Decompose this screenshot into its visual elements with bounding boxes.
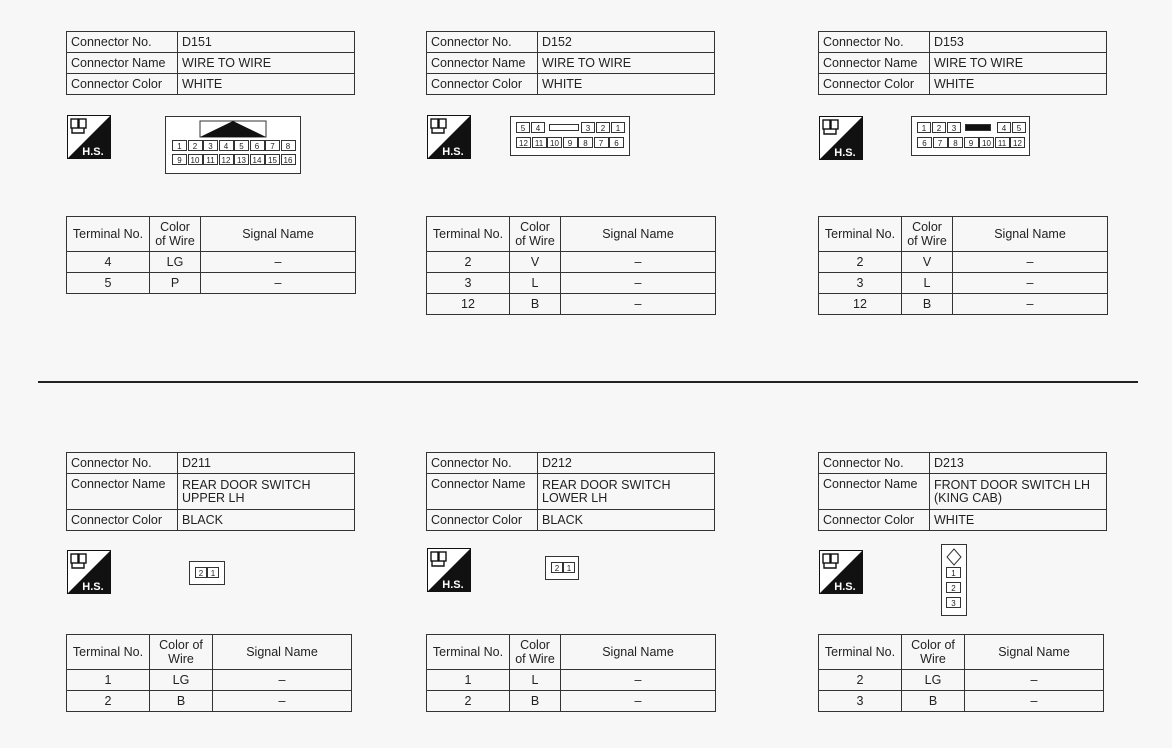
header-color-of-wire: Color of Wire — [510, 217, 561, 252]
signal-name: – — [561, 252, 716, 273]
pin-cell: 9 — [172, 154, 187, 165]
signal-name: – — [201, 252, 356, 273]
header-signal-name: Signal Name — [561, 635, 716, 670]
header-color-of-wire: Color of Wire — [510, 635, 561, 670]
label-connector-no: Connector No. — [427, 32, 538, 53]
terminal-no: 3 — [819, 273, 902, 294]
pin-cell: 6 — [250, 140, 265, 151]
header-signal-name: Signal Name — [965, 635, 1104, 670]
pin-cell: 13 — [234, 154, 249, 165]
signal-name: – — [213, 670, 352, 691]
terminal-no: 4 — [67, 252, 150, 273]
wire-color: B — [902, 691, 965, 712]
connector-name-value: WIRE TO WIRE — [930, 53, 1107, 74]
signal-name: – — [965, 670, 1104, 691]
connector-no-value: D152 — [538, 32, 715, 53]
pin-cell: 4 — [219, 140, 234, 151]
table-row — [427, 273, 716, 294]
pin-cell: 12 — [1010, 137, 1025, 148]
table-row — [819, 294, 1108, 315]
wire-color: L — [510, 670, 561, 691]
pin-cell: 1 — [207, 567, 219, 578]
table-row — [819, 273, 1108, 294]
pin-cell: 2 — [551, 562, 563, 573]
terminal-no: 3 — [819, 691, 902, 712]
terminal-no: 2 — [819, 252, 902, 273]
connector-name-value: REAR DOOR SWITCH UPPER LH — [178, 474, 355, 510]
signal-name: – — [213, 691, 352, 712]
terminal-no: 5 — [67, 273, 150, 294]
header-color-of-wire: Color of Wire — [150, 635, 213, 670]
signal-name: – — [561, 670, 716, 691]
header-signal-name: Signal Name — [213, 635, 352, 670]
wire-color: L — [902, 273, 953, 294]
wire-color: B — [510, 294, 561, 315]
wire-color: B — [510, 691, 561, 712]
svg-text:H.S.: H.S. — [442, 579, 464, 591]
table-row — [819, 670, 1104, 691]
signal-name: – — [953, 273, 1108, 294]
pin-cell: 9 — [964, 137, 979, 148]
wire-color: V — [510, 252, 561, 273]
connector-name-value: WIRE TO WIRE — [538, 53, 715, 74]
terminal-no: 2 — [427, 691, 510, 712]
label-connector-color: Connector Color — [67, 510, 178, 531]
pin-cell: 6 — [609, 137, 624, 148]
pin-cell: 3 — [946, 597, 961, 608]
terminal-no: 1 — [67, 670, 150, 691]
pin-cell: 7 — [594, 137, 609, 148]
connector-color-value: WHITE — [930, 510, 1107, 531]
terminal-no: 2 — [819, 670, 902, 691]
harness-side-icon — [427, 548, 471, 592]
connector-d153 — [818, 31, 1107, 95]
pin-cell: 12 — [516, 137, 531, 148]
wire-color: B — [150, 691, 213, 712]
connector-color-value: BLACK — [538, 510, 715, 531]
header-terminal-no: Terminal No. — [67, 635, 150, 670]
harness-side-icon — [427, 115, 471, 159]
connector-no-value: D151 — [178, 32, 355, 53]
terminal-table-d153 — [818, 216, 1108, 315]
connector-no-value: D211 — [178, 453, 355, 474]
label-connector-name: Connector Name — [67, 474, 178, 510]
pin-cell: 15 — [265, 154, 280, 165]
connector-name-value: WIRE TO WIRE — [178, 53, 355, 74]
connector-name-value: REAR DOOR SWITCH LOWER LH — [538, 474, 715, 510]
terminal-table-d213 — [818, 634, 1104, 712]
table-row — [819, 691, 1104, 712]
pin-cell: 10 — [979, 137, 994, 148]
connector-no-value: D153 — [930, 32, 1107, 53]
header-terminal-no: Terminal No. — [819, 217, 902, 252]
connector-face-d212 — [545, 556, 579, 580]
table-row — [427, 670, 716, 691]
harness-side-icon — [67, 550, 111, 594]
pin-blank — [549, 124, 579, 131]
wire-color: P — [150, 273, 201, 294]
header-terminal-no: Terminal No. — [427, 217, 510, 252]
pin-cell: 7 — [265, 140, 280, 151]
label-connector-name: Connector Name — [427, 53, 538, 74]
svg-text:H.S.: H.S. — [82, 581, 104, 593]
pin-cell: 11 — [532, 137, 547, 148]
harness-side-icon — [819, 550, 863, 594]
pin-cell: 10 — [547, 137, 562, 148]
terminal-no: 3 — [427, 273, 510, 294]
connector-d152 — [426, 31, 715, 95]
header-signal-name: Signal Name — [953, 217, 1108, 252]
pin-cell: 4 — [531, 122, 545, 133]
table-row — [67, 252, 356, 273]
table-row — [67, 273, 356, 294]
pin-cell: 1 — [917, 122, 931, 133]
pin-cell: 8 — [948, 137, 963, 148]
section-divider — [38, 381, 1138, 383]
header-terminal-no: Terminal No. — [427, 635, 510, 670]
signal-name: – — [201, 273, 356, 294]
pin-cell: 5 — [234, 140, 249, 151]
pin-blank — [965, 124, 991, 131]
connector-face-d211 — [189, 561, 225, 585]
connector-d211 — [66, 452, 355, 531]
connector-color-value: WHITE — [930, 74, 1107, 95]
pin-cell: 1 — [172, 140, 187, 151]
svg-text:H.S.: H.S. — [82, 146, 104, 158]
pin-cell: 1 — [611, 122, 625, 133]
table-row — [819, 252, 1108, 273]
wire-color: V — [902, 252, 953, 273]
header-color-of-wire: Color of Wire — [150, 217, 201, 252]
svg-text:H.S.: H.S. — [834, 147, 856, 159]
connector-face-d153 — [911, 116, 1030, 156]
pin-cell: 2 — [188, 140, 203, 151]
pin-cell: 10 — [188, 154, 203, 165]
pin-cell: 7 — [933, 137, 948, 148]
terminal-no: 2 — [67, 691, 150, 712]
label-connector-name: Connector Name — [427, 474, 538, 510]
connector-d151 — [66, 31, 355, 95]
signal-name: – — [561, 294, 716, 315]
wire-color: L — [510, 273, 561, 294]
connector-face-d152 — [510, 116, 630, 156]
label-connector-no: Connector No. — [67, 32, 178, 53]
signal-name: – — [953, 252, 1108, 273]
pin-cell: 11 — [995, 137, 1010, 148]
label-connector-color: Connector Color — [819, 510, 930, 531]
diamond-key-icon — [942, 547, 966, 567]
terminal-no: 2 — [427, 252, 510, 273]
table-row — [67, 691, 352, 712]
header-terminal-no: Terminal No. — [819, 635, 902, 670]
connector-no-value: D212 — [538, 453, 715, 474]
connector-color-value: BLACK — [178, 510, 355, 531]
label-connector-no: Connector No. — [427, 453, 538, 474]
pin-cell: 1 — [946, 567, 961, 578]
pin-cell: 2 — [946, 582, 961, 593]
header-color-of-wire: Color of Wire — [902, 635, 965, 670]
header-signal-name: Signal Name — [561, 217, 716, 252]
pin-cell: 2 — [195, 567, 207, 578]
label-connector-name: Connector Name — [819, 53, 930, 74]
header-color-of-wire: Color of Wire — [902, 217, 953, 252]
table-row — [67, 670, 352, 691]
pin-cell: 2 — [596, 122, 610, 133]
pin-cell: 8 — [281, 140, 296, 151]
svg-text:H.S.: H.S. — [442, 146, 464, 158]
terminal-table-d211 — [66, 634, 352, 712]
connector-face-d151 — [165, 116, 301, 174]
terminal-table-d212 — [426, 634, 716, 712]
label-connector-name: Connector Name — [819, 474, 930, 510]
header-terminal-no: Terminal No. — [67, 217, 150, 252]
connector-info-table — [66, 31, 355, 95]
pin-cell: 5 — [516, 122, 530, 133]
wire-color: B — [902, 294, 953, 315]
connector-d213 — [818, 452, 1107, 531]
pin-cell: 9 — [563, 137, 578, 148]
label-connector-name: Connector Name — [67, 53, 178, 74]
terminal-no: 12 — [427, 294, 510, 315]
pin-cell: 16 — [281, 154, 296, 165]
signal-name: – — [953, 294, 1108, 315]
pin-cell: 14 — [250, 154, 265, 165]
header-signal-name: Signal Name — [201, 217, 356, 252]
connector-d212 — [426, 452, 715, 531]
signal-name: – — [561, 691, 716, 712]
pin-cell: 3 — [581, 122, 595, 133]
wire-color: LG — [150, 252, 201, 273]
terminal-no: 12 — [819, 294, 902, 315]
terminal-table-d152 — [426, 216, 716, 315]
label-connector-color: Connector Color — [427, 74, 538, 95]
label-connector-color: Connector Color — [819, 74, 930, 95]
pin-cell: 4 — [997, 122, 1011, 133]
terminal-table-d151 — [66, 216, 356, 294]
connector-color-value: WHITE — [538, 74, 715, 95]
pin-cell: 3 — [947, 122, 961, 133]
pin-cell: 5 — [1012, 122, 1026, 133]
label-connector-color: Connector Color — [427, 510, 538, 531]
label-connector-color: Connector Color — [67, 74, 178, 95]
pin-cell: 1 — [563, 562, 575, 573]
svg-text:H.S.: H.S. — [834, 581, 856, 593]
terminal-no: 1 — [427, 670, 510, 691]
wire-color: LG — [150, 670, 213, 691]
label-connector-no: Connector No. — [819, 453, 930, 474]
connector-no-value: D213 — [930, 453, 1107, 474]
harness-side-icon — [819, 116, 863, 160]
connector-face-d213 — [941, 544, 967, 616]
label-connector-no: Connector No. — [819, 32, 930, 53]
harness-side-icon — [67, 115, 111, 159]
signal-name: – — [965, 691, 1104, 712]
pin-cell: 12 — [219, 154, 234, 165]
pin-cell: 8 — [578, 137, 593, 148]
label-connector-no: Connector No. — [67, 453, 178, 474]
wire-color: LG — [902, 670, 965, 691]
pin-cell: 3 — [203, 140, 218, 151]
pin-cell: 2 — [932, 122, 946, 133]
table-row — [427, 252, 716, 273]
connector-color-value: WHITE — [178, 74, 355, 95]
signal-name: – — [561, 273, 716, 294]
table-row — [427, 691, 716, 712]
pin-cell: 11 — [203, 154, 218, 165]
table-row — [427, 294, 716, 315]
pin-cell: 6 — [917, 137, 932, 148]
connector-name-value: FRONT DOOR SWITCH LH (KING CAB) — [930, 474, 1107, 510]
